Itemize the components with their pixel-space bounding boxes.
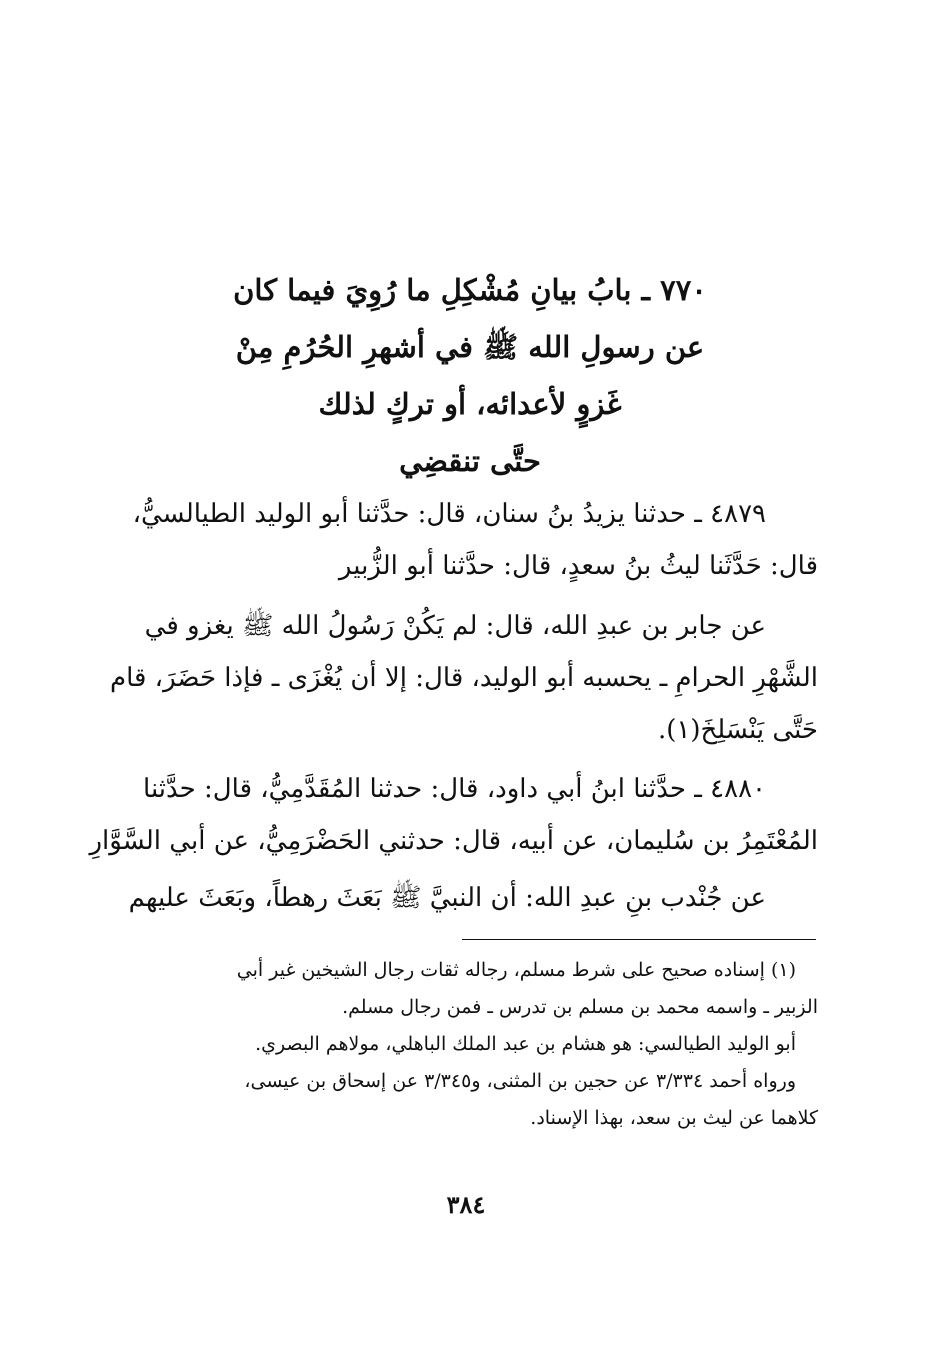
hadith-4879-matn bbox=[108, 600, 818, 756]
hadith-4879-matn-line-1: عن جابر بن عبدِ الله، قال: لم يَكُنْ رَسُولُ الله ﷺ يغزو في bbox=[144, 611, 766, 641]
footnote-line-4: ورواه أحمد ٣/٣٣٤ عن حجين بن المثنى، و٣/٣٤٥ عن إسحاق بن عيسى، bbox=[244, 1070, 796, 1092]
hadith-4880-isnad bbox=[89, 763, 818, 867]
page-number: ٣٨٤ bbox=[446, 1190, 486, 1219]
chapter-heading bbox=[120, 262, 820, 490]
hadith-4879-matn-line-3: حَتَّى يَنْسَلِخَ(١). bbox=[657, 715, 818, 745]
hadith-4879-matn-line-2: الشَّهْرِ الحرامِ ـ يحسبه أبو الوليد، قال: إلا أن يُغْزَى ـ فإذا حَضَرَ، قام bbox=[109, 663, 818, 693]
hadith-4879-isnad-line-1: ٤٨٧٩ ـ حدثنا يزيدُ بنُ سنان، قال: حدَّثنا أبو الوليد الطيالسيُّ، bbox=[132, 499, 766, 529]
footnote-line-5: كلاهما عن ليث بن سعد، بهذا الإسناد. bbox=[530, 1107, 818, 1129]
chapter-heading-line-3: غَزوٍ لأعدائه، أو تركٍ لذلك bbox=[318, 387, 622, 421]
hadith-4880-matn-line-1: عن جُنْدب بنِ عبدِ الله: أن النبيَّ ﷺ بَعَثَ رهطاً، وبَعَثَ عليهم bbox=[128, 883, 766, 913]
footnote-line-1: (١) إسناده صحيح على شرط مسلم، رجاله ثقات رجال الشيخين غير أبي bbox=[236, 959, 796, 981]
footnote-line-3: أبو الوليد الطيالسي: هو هشام بن عبد الملك الباهلي، مولاهم البصري. bbox=[255, 1033, 796, 1055]
hadith-4880-matn bbox=[108, 872, 818, 924]
footnote-divider bbox=[462, 939, 816, 940]
chapter-heading-line-2: عن رسولِ الله ﷺ في أشهرِ الحُرُمِ مِنْ bbox=[235, 330, 705, 364]
hadith-4880-isnad-line-1: ٤٨٨٠ ـ حدَّثنا ابنُ أبي داود، قال: حدثنا المُقَدَّمِيُّ، قال: حدَّثنا bbox=[143, 774, 766, 804]
hadith-4879-isnad-line-2: قال: حَدَّثَنا ليثُ بنُ سعدٍ، قال: حدَّثنا أبو الزُّبير bbox=[338, 551, 818, 581]
hadith-4879-isnad bbox=[108, 488, 818, 592]
hadith-4880-isnad-line-2: المُعْتَمِرُ بن سُليمان، عن أبيه، قال: حدثني الحَضْرَمِيُّ، عن أبي السَّوَّارِ bbox=[89, 826, 818, 856]
footnotes bbox=[108, 952, 818, 1137]
chapter-heading-line-1: ٧٧٠ ـ بابُ بيانِ مُشْكِلِ ما رُوِيَ فيما كان bbox=[233, 273, 707, 307]
footnote-line-2: الزبير ـ واسمه محمد بن مسلم بن تدرس ـ فمن رجال مسلم. bbox=[342, 996, 818, 1018]
chapter-heading-line-4: حتَّى تنقضِي bbox=[399, 444, 541, 478]
